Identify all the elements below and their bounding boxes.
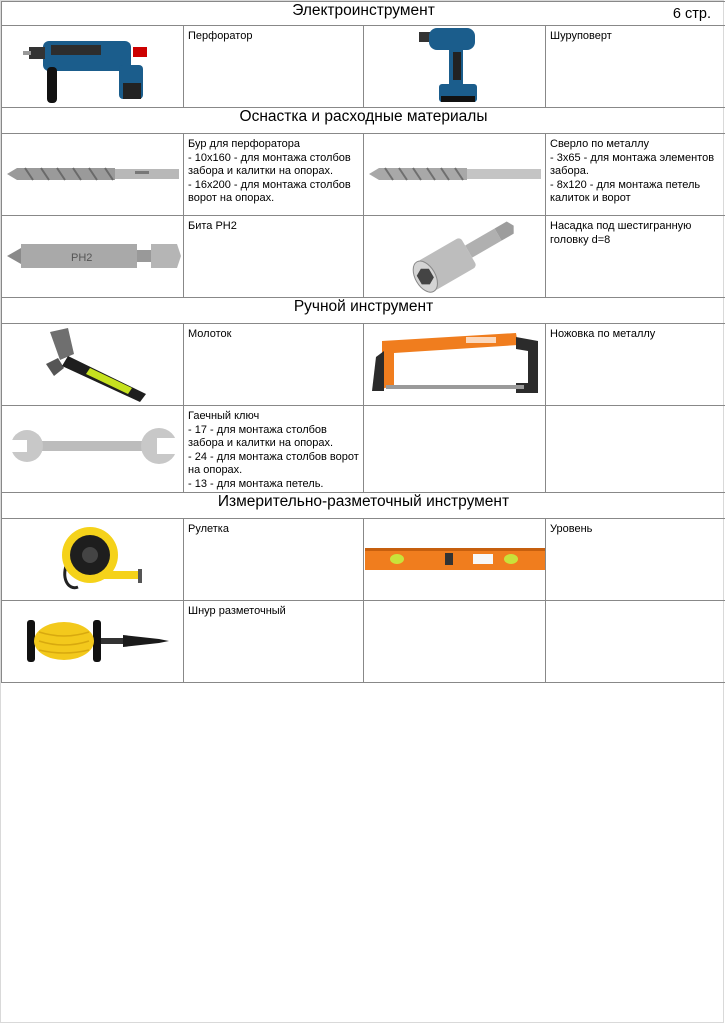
text-cell bbox=[184, 518, 364, 600]
image-cell bbox=[2, 26, 184, 108]
text-cell bbox=[184, 134, 364, 216]
wrench-icon bbox=[5, 424, 181, 468]
item-metal-drill: Сверло по металлу - 3х65 - для монтажа элементов забора. - 8х120 - для монтажа петель калиток и ворот bbox=[550, 138, 715, 205]
item-hex-socket: Насадка под шестигранную головку d=8 bbox=[550, 220, 692, 246]
table-row bbox=[2, 134, 725, 216]
section-header-hand bbox=[2, 298, 725, 324]
image-cell bbox=[2, 324, 184, 406]
section-title: Ручной инструмент bbox=[293, 298, 434, 315]
nut-setter-icon bbox=[385, 216, 525, 296]
section-header-consumables bbox=[2, 108, 725, 134]
rotary-hammer-icon bbox=[23, 27, 163, 105]
item-bit-ph2: Бита PH2 bbox=[188, 220, 237, 232]
sds-drill-bit-icon bbox=[5, 159, 181, 189]
table-row bbox=[2, 600, 725, 682]
page-number: 6 стр. bbox=[672, 6, 711, 22]
cordless-drill-icon bbox=[415, 26, 495, 106]
empty-cell bbox=[546, 406, 725, 493]
item-hacksaw: Ножовка по металлу bbox=[550, 328, 656, 340]
section-header-measuring bbox=[2, 492, 725, 518]
item-hammer: Молоток bbox=[188, 328, 232, 340]
section-header-power bbox=[2, 2, 725, 26]
item-level: Уровень bbox=[550, 522, 593, 535]
image-cell bbox=[364, 216, 546, 298]
table-row bbox=[2, 216, 725, 298]
hacksaw-icon bbox=[366, 327, 544, 401]
image-cell bbox=[2, 134, 184, 216]
section-title: Измерительно-разметочный инструмент bbox=[217, 492, 510, 510]
inventory-table bbox=[1, 1, 725, 683]
text-cell bbox=[546, 216, 725, 298]
image-cell bbox=[2, 216, 184, 298]
image-cell bbox=[2, 518, 184, 600]
image-cell bbox=[2, 406, 184, 493]
twist-drill-icon bbox=[367, 162, 543, 186]
text-cell bbox=[546, 324, 725, 406]
screwdriver-bit-icon bbox=[5, 236, 181, 276]
text-cell bbox=[546, 518, 725, 600]
empty-cell bbox=[546, 600, 725, 682]
image-cell bbox=[364, 134, 546, 216]
empty-cell bbox=[364, 406, 546, 493]
text-cell bbox=[546, 134, 725, 216]
table-row bbox=[2, 26, 725, 108]
item-wrench: Гаечный ключ - 17 - для монтажа столбов забора и калитки на опорах. - 24 - для монтажа столбов ворот на опорах. - 13 - для монтажа петель. bbox=[188, 410, 359, 490]
image-cell bbox=[364, 324, 546, 406]
section-title: Электроинструмент bbox=[292, 2, 435, 19]
text-cell bbox=[184, 26, 364, 108]
image-cell bbox=[2, 600, 184, 682]
image-cell bbox=[364, 518, 546, 600]
table-row bbox=[2, 406, 725, 493]
table-row bbox=[2, 518, 725, 600]
hammer-icon bbox=[28, 324, 158, 404]
text-cell bbox=[184, 600, 364, 682]
text-cell bbox=[184, 406, 364, 493]
table-row bbox=[2, 324, 725, 406]
text-cell bbox=[546, 26, 725, 108]
spirit-level-icon bbox=[365, 547, 545, 571]
section-title: Оснастка и расходные материалы bbox=[239, 108, 488, 125]
item-tape-measure: Рулетка bbox=[188, 522, 229, 535]
tape-measure-icon bbox=[38, 521, 148, 597]
svg-text:PH2: PH2 bbox=[70, 252, 92, 264]
text-cell bbox=[184, 216, 364, 298]
empty-cell bbox=[364, 600, 546, 682]
item-marking-cord: Шнур разметочный bbox=[188, 604, 286, 617]
item-screwdriver: Шуруповерт bbox=[550, 30, 612, 42]
chalk-line-icon bbox=[13, 616, 173, 666]
item-perforator: Перфоратор bbox=[188, 30, 253, 42]
item-drill-bit-sds: Бур для перфоратора - 10х160 - для монтажа столбов забора и калитки на опорах. - 16х200 - для монтажа столбов ворот на опорах. bbox=[188, 138, 351, 205]
image-cell bbox=[364, 26, 546, 108]
text-cell bbox=[184, 324, 364, 406]
